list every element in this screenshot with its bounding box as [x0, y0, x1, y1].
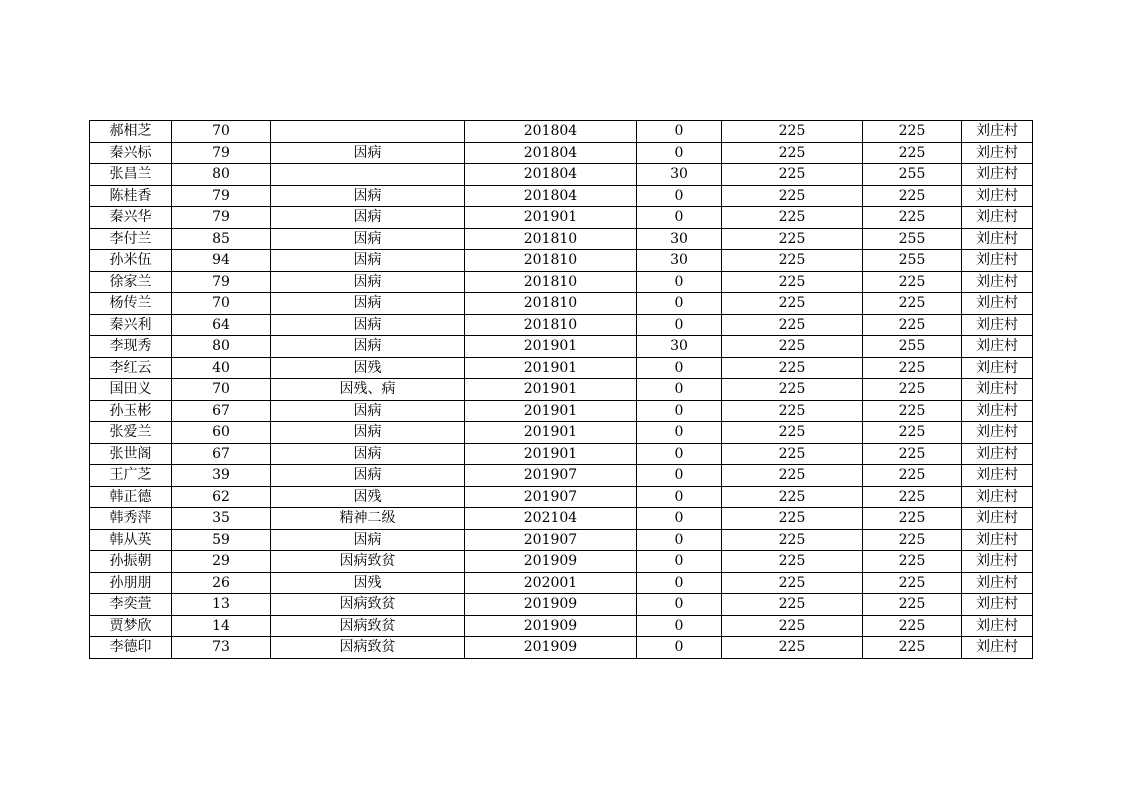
- table-row: [90, 594, 1033, 616]
- age-cell: 39: [172, 465, 271, 487]
- date-cell: 201810: [465, 228, 637, 250]
- extra-cell: 0: [637, 465, 722, 487]
- total-cell: 225: [863, 551, 962, 573]
- table-row: [90, 572, 1033, 594]
- age-cell: 35: [172, 508, 271, 530]
- village-cell: 刘庄村: [962, 250, 1033, 272]
- base-cell: 225: [722, 185, 863, 207]
- table-row: [90, 637, 1033, 659]
- village-cell: 刘庄村: [962, 443, 1033, 465]
- date-cell: 201810: [465, 293, 637, 315]
- total-cell: 255: [863, 164, 962, 186]
- base-cell: 225: [722, 336, 863, 358]
- table-row: [90, 486, 1033, 508]
- extra-cell: 0: [637, 379, 722, 401]
- table-row: [90, 422, 1033, 444]
- data-table-container: [89, 120, 1033, 659]
- date-cell: 201810: [465, 314, 637, 336]
- age-cell: 79: [172, 142, 271, 164]
- total-cell: 225: [863, 293, 962, 315]
- age-cell: 85: [172, 228, 271, 250]
- date-cell: 201907: [465, 465, 637, 487]
- date-cell: 201804: [465, 142, 637, 164]
- total-cell: 225: [863, 508, 962, 530]
- date-cell: 202001: [465, 572, 637, 594]
- village-cell: 刘庄村: [962, 508, 1033, 530]
- total-cell: 225: [863, 142, 962, 164]
- name-cell: 秦兴利: [90, 314, 172, 336]
- extra-cell: 30: [637, 228, 722, 250]
- date-cell: 201901: [465, 336, 637, 358]
- base-cell: 225: [722, 551, 863, 573]
- village-cell: 刘庄村: [962, 551, 1033, 573]
- base-cell: 225: [722, 207, 863, 229]
- reason-cell: 因残、病: [271, 379, 465, 401]
- village-cell: 刘庄村: [962, 615, 1033, 637]
- base-cell: 225: [722, 529, 863, 551]
- date-cell: 201909: [465, 594, 637, 616]
- name-cell: 韩从英: [90, 529, 172, 551]
- extra-cell: 0: [637, 422, 722, 444]
- reason-cell: 因病: [271, 293, 465, 315]
- reason-cell: 因病致贫: [271, 637, 465, 659]
- age-cell: 64: [172, 314, 271, 336]
- age-cell: 62: [172, 486, 271, 508]
- age-cell: 79: [172, 185, 271, 207]
- name-cell: 张昌兰: [90, 164, 172, 186]
- age-cell: 70: [172, 121, 271, 143]
- reason-cell: 因病: [271, 228, 465, 250]
- village-cell: 刘庄村: [962, 207, 1033, 229]
- village-cell: 刘庄村: [962, 228, 1033, 250]
- base-cell: 225: [722, 228, 863, 250]
- name-cell: 孙米伍: [90, 250, 172, 272]
- name-cell: 孙玉彬: [90, 400, 172, 422]
- age-cell: 29: [172, 551, 271, 573]
- base-cell: 225: [722, 142, 863, 164]
- table-row: [90, 400, 1033, 422]
- name-cell: 孙朋朋: [90, 572, 172, 594]
- date-cell: 201901: [465, 422, 637, 444]
- total-cell: 225: [863, 594, 962, 616]
- total-cell: 225: [863, 207, 962, 229]
- table-row: [90, 142, 1033, 164]
- reason-cell: 因病: [271, 336, 465, 358]
- date-cell: 201909: [465, 551, 637, 573]
- name-cell: 陈桂香: [90, 185, 172, 207]
- name-cell: 徐家兰: [90, 271, 172, 293]
- age-cell: 14: [172, 615, 271, 637]
- name-cell: 秦兴华: [90, 207, 172, 229]
- age-cell: 79: [172, 271, 271, 293]
- age-cell: 59: [172, 529, 271, 551]
- base-cell: 225: [722, 465, 863, 487]
- reason-cell: [271, 121, 465, 143]
- age-cell: 80: [172, 336, 271, 358]
- total-cell: 225: [863, 314, 962, 336]
- table-row: [90, 508, 1033, 530]
- date-cell: 201907: [465, 529, 637, 551]
- total-cell: 225: [863, 357, 962, 379]
- total-cell: 255: [863, 228, 962, 250]
- reason-cell: 因残: [271, 572, 465, 594]
- name-cell: 李德印: [90, 637, 172, 659]
- age-cell: 40: [172, 357, 271, 379]
- base-cell: 225: [722, 271, 863, 293]
- village-cell: 刘庄村: [962, 637, 1033, 659]
- table-row: [90, 357, 1033, 379]
- total-cell: 225: [863, 637, 962, 659]
- table-row: [90, 615, 1033, 637]
- name-cell: 杨传兰: [90, 293, 172, 315]
- date-cell: 201909: [465, 637, 637, 659]
- extra-cell: 30: [637, 250, 722, 272]
- table-row: [90, 228, 1033, 250]
- village-cell: 刘庄村: [962, 422, 1033, 444]
- data-table: [89, 120, 1033, 659]
- reason-cell: 因病: [271, 271, 465, 293]
- base-cell: 225: [722, 314, 863, 336]
- age-cell: 13: [172, 594, 271, 616]
- extra-cell: 0: [637, 185, 722, 207]
- total-cell: 225: [863, 121, 962, 143]
- date-cell: 201804: [465, 164, 637, 186]
- table-row: [90, 185, 1033, 207]
- age-cell: 60: [172, 422, 271, 444]
- extra-cell: 0: [637, 615, 722, 637]
- extra-cell: 0: [637, 637, 722, 659]
- village-cell: 刘庄村: [962, 529, 1033, 551]
- date-cell: 201810: [465, 271, 637, 293]
- name-cell: 贾梦欣: [90, 615, 172, 637]
- total-cell: 225: [863, 185, 962, 207]
- name-cell: 张世阁: [90, 443, 172, 465]
- total-cell: 225: [863, 271, 962, 293]
- extra-cell: 30: [637, 164, 722, 186]
- table-row: [90, 379, 1033, 401]
- total-cell: 225: [863, 615, 962, 637]
- village-cell: 刘庄村: [962, 357, 1033, 379]
- date-cell: 202104: [465, 508, 637, 530]
- age-cell: 67: [172, 443, 271, 465]
- table-row: [90, 164, 1033, 186]
- date-cell: 201901: [465, 357, 637, 379]
- extra-cell: 0: [637, 142, 722, 164]
- table-row: [90, 271, 1033, 293]
- base-cell: 225: [722, 572, 863, 594]
- total-cell: 225: [863, 443, 962, 465]
- village-cell: 刘庄村: [962, 486, 1033, 508]
- name-cell: 王广芝: [90, 465, 172, 487]
- base-cell: 225: [722, 615, 863, 637]
- total-cell: 225: [863, 465, 962, 487]
- extra-cell: 0: [637, 357, 722, 379]
- village-cell: 刘庄村: [962, 465, 1033, 487]
- total-cell: 225: [863, 529, 962, 551]
- name-cell: 秦兴标: [90, 142, 172, 164]
- date-cell: 201804: [465, 121, 637, 143]
- reason-cell: 因残: [271, 486, 465, 508]
- reason-cell: 因病: [271, 400, 465, 422]
- name-cell: 李现秀: [90, 336, 172, 358]
- reason-cell: 因病: [271, 443, 465, 465]
- age-cell: 70: [172, 293, 271, 315]
- date-cell: 201907: [465, 486, 637, 508]
- extra-cell: 0: [637, 121, 722, 143]
- table-row: [90, 293, 1033, 315]
- reason-cell: [271, 164, 465, 186]
- name-cell: 张爱兰: [90, 422, 172, 444]
- age-cell: 80: [172, 164, 271, 186]
- table-body: [90, 121, 1033, 659]
- age-cell: 73: [172, 637, 271, 659]
- village-cell: 刘庄村: [962, 185, 1033, 207]
- table-row: [90, 207, 1033, 229]
- name-cell: 孙振朝: [90, 551, 172, 573]
- base-cell: 225: [722, 422, 863, 444]
- extra-cell: 30: [637, 336, 722, 358]
- table-row: [90, 336, 1033, 358]
- table-row: [90, 529, 1033, 551]
- reason-cell: 因病: [271, 314, 465, 336]
- table-row: [90, 443, 1033, 465]
- reason-cell: 精神二级: [271, 508, 465, 530]
- base-cell: 225: [722, 121, 863, 143]
- extra-cell: 0: [637, 314, 722, 336]
- village-cell: 刘庄村: [962, 142, 1033, 164]
- village-cell: 刘庄村: [962, 400, 1033, 422]
- reason-cell: 因病致贫: [271, 551, 465, 573]
- date-cell: 201901: [465, 443, 637, 465]
- extra-cell: 0: [637, 486, 722, 508]
- name-cell: 韩正德: [90, 486, 172, 508]
- name-cell: 李奕萱: [90, 594, 172, 616]
- village-cell: 刘庄村: [962, 293, 1033, 315]
- age-cell: 94: [172, 250, 271, 272]
- total-cell: 225: [863, 379, 962, 401]
- reason-cell: 因病致贫: [271, 615, 465, 637]
- base-cell: 225: [722, 637, 863, 659]
- age-cell: 70: [172, 379, 271, 401]
- date-cell: 201901: [465, 400, 637, 422]
- extra-cell: 0: [637, 508, 722, 530]
- total-cell: 225: [863, 422, 962, 444]
- village-cell: 刘庄村: [962, 336, 1033, 358]
- reason-cell: 因病: [271, 422, 465, 444]
- village-cell: 刘庄村: [962, 379, 1033, 401]
- base-cell: 225: [722, 443, 863, 465]
- village-cell: 刘庄村: [962, 594, 1033, 616]
- table-row: [90, 551, 1033, 573]
- base-cell: 225: [722, 594, 863, 616]
- name-cell: 李红云: [90, 357, 172, 379]
- total-cell: 225: [863, 572, 962, 594]
- extra-cell: 0: [637, 551, 722, 573]
- age-cell: 67: [172, 400, 271, 422]
- age-cell: 79: [172, 207, 271, 229]
- village-cell: 刘庄村: [962, 572, 1033, 594]
- base-cell: 225: [722, 379, 863, 401]
- table-row: [90, 465, 1033, 487]
- reason-cell: 因病: [271, 250, 465, 272]
- total-cell: 225: [863, 486, 962, 508]
- date-cell: 201901: [465, 207, 637, 229]
- extra-cell: 0: [637, 572, 722, 594]
- table-row: [90, 121, 1033, 143]
- base-cell: 225: [722, 400, 863, 422]
- reason-cell: 因病: [271, 185, 465, 207]
- extra-cell: 0: [637, 594, 722, 616]
- name-cell: 李付兰: [90, 228, 172, 250]
- table-row: [90, 314, 1033, 336]
- extra-cell: 0: [637, 207, 722, 229]
- name-cell: 国田义: [90, 379, 172, 401]
- total-cell: 225: [863, 400, 962, 422]
- date-cell: 201901: [465, 379, 637, 401]
- date-cell: 201909: [465, 615, 637, 637]
- age-cell: 26: [172, 572, 271, 594]
- extra-cell: 0: [637, 271, 722, 293]
- village-cell: 刘庄村: [962, 121, 1033, 143]
- extra-cell: 0: [637, 400, 722, 422]
- village-cell: 刘庄村: [962, 271, 1033, 293]
- name-cell: 郝相芝: [90, 121, 172, 143]
- reason-cell: 因病: [271, 529, 465, 551]
- base-cell: 225: [722, 250, 863, 272]
- village-cell: 刘庄村: [962, 164, 1033, 186]
- extra-cell: 0: [637, 529, 722, 551]
- extra-cell: 0: [637, 443, 722, 465]
- total-cell: 255: [863, 250, 962, 272]
- name-cell: 韩秀萍: [90, 508, 172, 530]
- date-cell: 201810: [465, 250, 637, 272]
- date-cell: 201804: [465, 185, 637, 207]
- base-cell: 225: [722, 508, 863, 530]
- reason-cell: 因病: [271, 207, 465, 229]
- village-cell: 刘庄村: [962, 314, 1033, 336]
- table-row: [90, 250, 1033, 272]
- reason-cell: 因病: [271, 142, 465, 164]
- reason-cell: 因病致贫: [271, 594, 465, 616]
- extra-cell: 0: [637, 293, 722, 315]
- base-cell: 225: [722, 357, 863, 379]
- reason-cell: 因病: [271, 465, 465, 487]
- base-cell: 225: [722, 486, 863, 508]
- base-cell: 225: [722, 164, 863, 186]
- base-cell: 225: [722, 293, 863, 315]
- reason-cell: 因残: [271, 357, 465, 379]
- total-cell: 255: [863, 336, 962, 358]
